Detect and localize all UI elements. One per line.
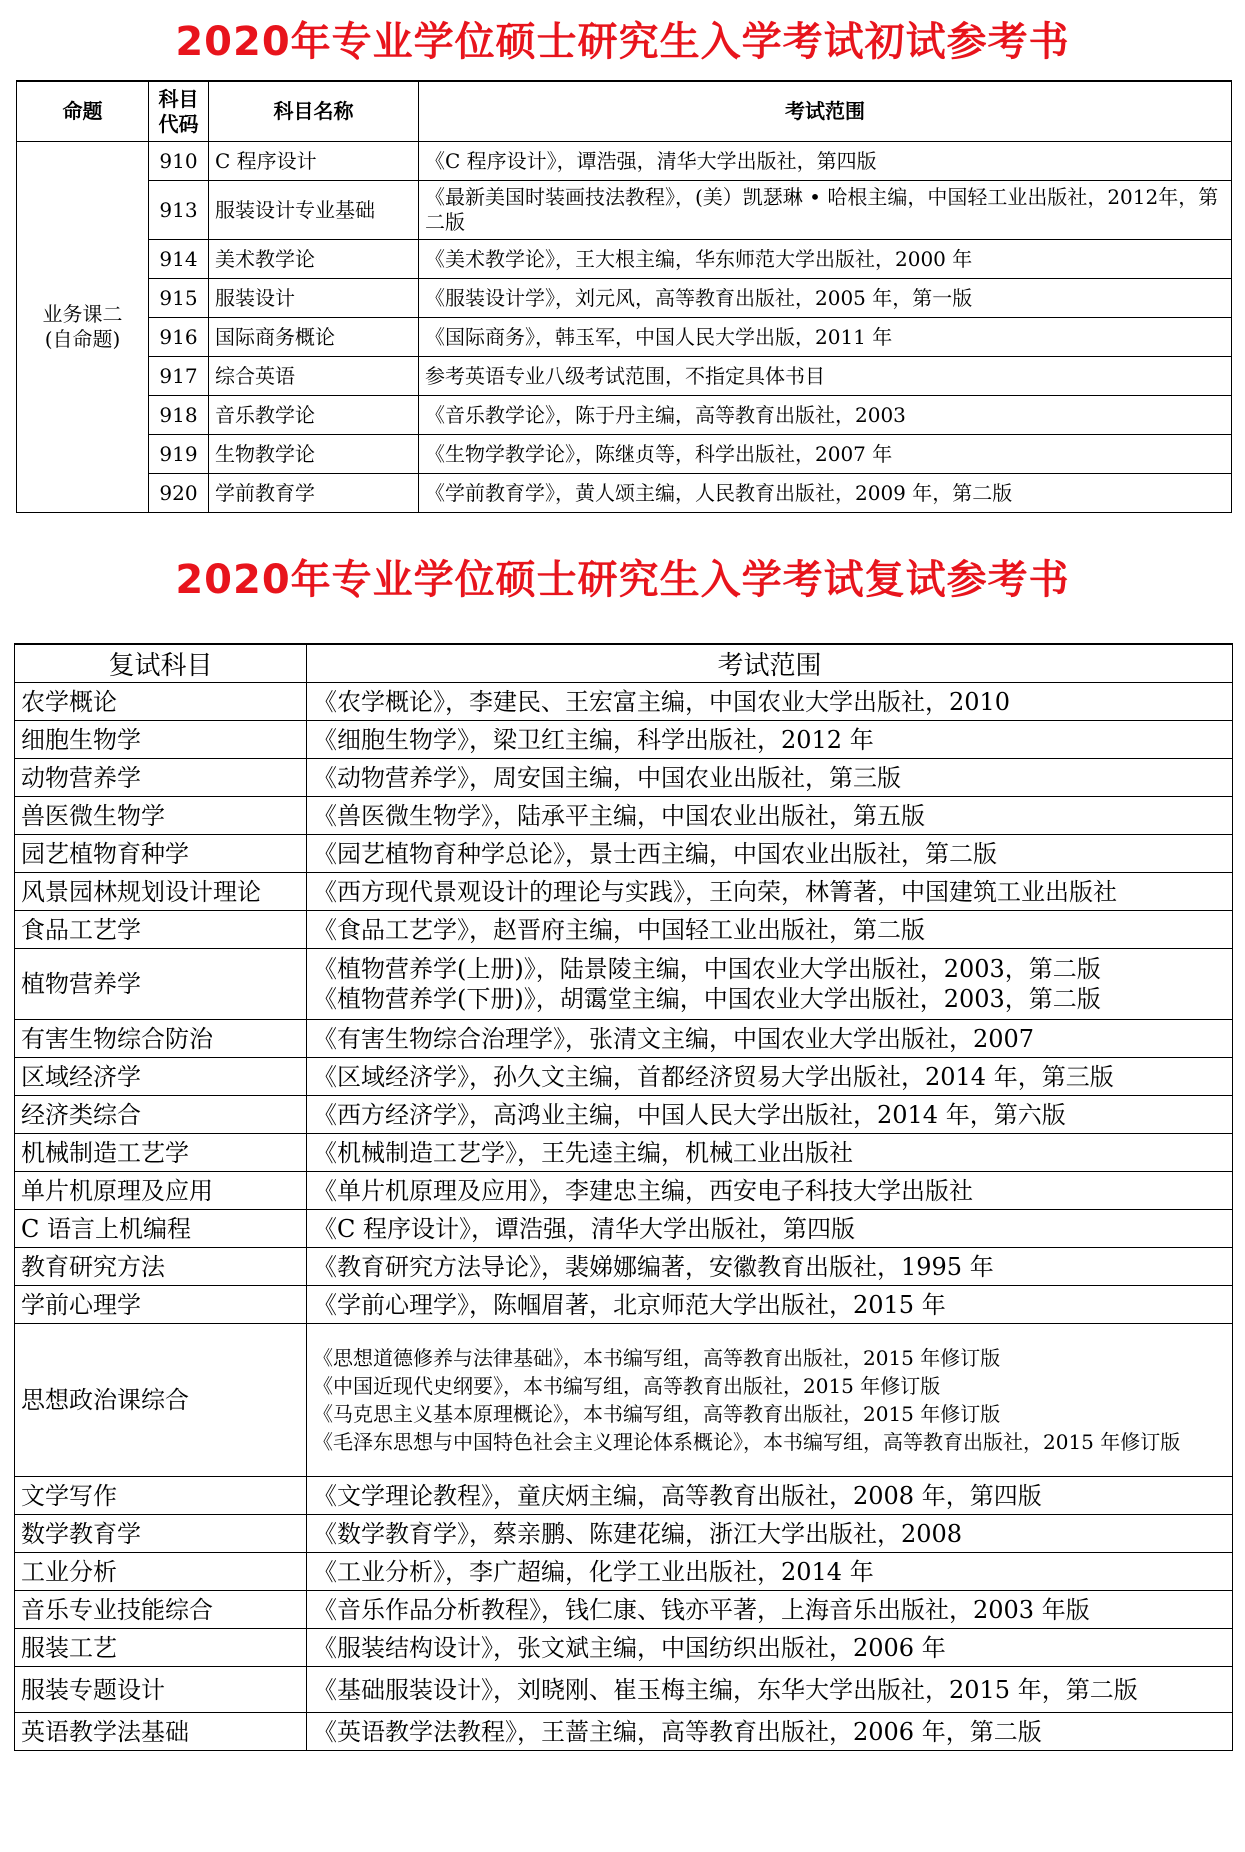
reexam-subject-cell: 兽医微生物学 [15, 797, 307, 835]
table-row [15, 1553, 1233, 1591]
reexam-subject-cell: 风景园林规划设计理论 [15, 873, 307, 911]
reference-book-line: 《基础服装设计》，刘晓刚、崔玉梅主编，东华大学出版社，2015 年，第二版 [313, 1675, 1138, 1704]
reexam-subject-cell: 单片机原理及应用 [15, 1172, 307, 1210]
reexam-subject-cell: 服装工艺 [15, 1629, 307, 1667]
table-row [17, 240, 1232, 279]
table-row [15, 1324, 1233, 1477]
exam-scope-cell [307, 949, 1233, 1020]
table-row [15, 1591, 1233, 1629]
header-reexam-subject: 复试科目 [15, 644, 307, 683]
table-row [15, 1020, 1233, 1058]
subject-name-cell: 服装设计 [209, 279, 419, 318]
page-title-second: 2020年专业学位硕士研究生入学考试复试参考书 [175, 557, 1070, 603]
subject-name-cell: C 程序设计 [209, 142, 419, 181]
reexam-subject-cell: 音乐专业技能综合 [15, 1591, 307, 1629]
exam-scope-cell: 《C 程序设计》，谭浩强，清华大学出版社，第四版 [419, 142, 1232, 181]
reexam-subject-cell: 细胞生物学 [15, 721, 307, 759]
reference-book-line: 《数学教育学》，蔡亲鹏、陈建花编，浙江大学出版社，2008 [313, 1519, 963, 1548]
exam-scope-cell [307, 1058, 1233, 1096]
reference-book-line: 《植物营养学(下册)》，胡霭堂主编，中国农业大学出版社，2003，第二版 [313, 985, 1101, 1013]
table-row [15, 1172, 1233, 1210]
table-row [15, 1515, 1233, 1553]
reexam-subject-cell: 食品工艺学 [15, 911, 307, 949]
page-title-first: 2020年专业学位硕士研究生入学考试初试参考书 [175, 19, 1070, 65]
table-header-row [15, 644, 1233, 683]
reexam-subject-cell: 机械制造工艺学 [15, 1134, 307, 1172]
table-row [17, 279, 1232, 318]
subject-code-cell: 917 [149, 357, 209, 396]
table-row [15, 835, 1233, 873]
exam-scope-cell [307, 1286, 1233, 1324]
exam-scope-cell [307, 1248, 1233, 1286]
reexam-subject-cell: 经济类综合 [15, 1096, 307, 1134]
reference-book-line: 《学前心理学》，陈帼眉著，北京师范大学出版社，2015 年 [313, 1290, 946, 1319]
exam-scope-cell [307, 1629, 1233, 1667]
table-row [15, 1477, 1233, 1515]
subject-code-cell: 915 [149, 279, 209, 318]
reference-book-line: 《植物营养学(上册)》，陆景陵主编，中国农业大学出版社，2003，第二版 [313, 955, 1101, 983]
table-row [15, 1096, 1233, 1134]
exam-scope-cell [307, 1713, 1233, 1751]
exam-scope-cell [307, 797, 1233, 835]
table-header-row [17, 81, 1232, 142]
reference-book-line: 《毛泽东思想与中国特色社会主义理论体系概论》，本书编写组，高等教育出版社，2015 年修订版 [313, 1430, 1181, 1454]
reexam-subject-cell: 英语教学法基础 [15, 1713, 307, 1751]
reexam-subject-cell: 文学写作 [15, 1477, 307, 1515]
subject-code-cell: 910 [149, 142, 209, 181]
exam-scope-cell [307, 1553, 1233, 1591]
proposition-label: (自命题) [44, 327, 121, 351]
table-row [15, 721, 1233, 759]
subject-name-cell: 美术教学论 [209, 240, 419, 279]
reference-book-line: 《西方经济学》，高鸿业主编，中国人民大学出版社，2014 年，第六版 [313, 1100, 1066, 1129]
reexam-subject-cell: 区域经济学 [15, 1058, 307, 1096]
exam-scope-cell [307, 1324, 1233, 1477]
subject-code-cell: 919 [149, 435, 209, 474]
exam-scope-cell: 《音乐教学论》，陈于丹主编，高等教育出版社，2003 [419, 396, 1232, 435]
reference-book-line: 《西方现代景观设计的理论与实践》，王向荣，林箐著，中国建筑工业出版社 [313, 877, 1117, 906]
reference-book-line: 《农学概论》，李建民、王宏富主编，中国农业大学出版社，2010 [313, 687, 1011, 716]
header-subject-name: 科目名称 [209, 81, 419, 142]
reference-book-line: 《食品工艺学》，赵晋府主编，中国轻工业出版社，第二版 [313, 915, 925, 944]
reference-book-line: 《文学理论教程》，童庆炳主编，高等教育出版社，2008 年，第四版 [313, 1481, 1042, 1510]
header-proposition: 命题 [17, 81, 149, 142]
exam-scope-cell: 《服装设计学》，刘元风，高等教育出版社，2005 年，第一版 [419, 279, 1232, 318]
exam-scope-cell [307, 721, 1233, 759]
exam-scope-cell: 《美术教学论》，王大根主编，华东师范大学出版社，2000 年 [419, 240, 1232, 279]
reexam-subject-cell: 动物营养学 [15, 759, 307, 797]
exam-scope-cell [307, 1172, 1233, 1210]
table-row [15, 1713, 1233, 1751]
subject-name-cell: 学前教育学 [209, 474, 419, 513]
reexam-table [14, 643, 1233, 1751]
reference-book-line: 《中国近现代史纲要》，本书编写组，高等教育出版社，2015 年修订版 [313, 1374, 941, 1398]
table-row [17, 435, 1232, 474]
exam-scope-cell: 《学前教育学》，黄人颂主编，人民教育出版社，2009 年，第二版 [419, 474, 1232, 513]
reference-book-line: 《细胞生物学》，梁卫红主编，科学出版社，2012 年 [313, 725, 874, 754]
table-row [15, 759, 1233, 797]
reference-book-line: 《有害生物综合治理学》，张清文主编，中国农业大学出版社，2007 [313, 1024, 1035, 1053]
reference-book-line: 《教育研究方法导论》，裴娣娜编著，安徽教育出版社，1995 年 [313, 1252, 994, 1281]
header-subject-code: 科目代码 [149, 81, 209, 142]
reexam-subject-cell: 园艺植物育种学 [15, 835, 307, 873]
subject-name-cell: 国际商务概论 [209, 318, 419, 357]
reexam-subject-cell: 学前心理学 [15, 1286, 307, 1324]
reference-book-line: 《区域经济学》，孙久文主编，首都经济贸易大学出版社，2014 年，第三版 [313, 1062, 1114, 1091]
exam-scope-cell [307, 911, 1233, 949]
table-row [17, 318, 1232, 357]
table-row [15, 1134, 1233, 1172]
table-row [17, 357, 1232, 396]
reference-book-line: 《音乐作品分析教程》，钱仁康、钱亦平著，上海音乐出版社，2003 年版 [313, 1595, 1090, 1624]
table-row [17, 474, 1232, 513]
table-row [15, 949, 1233, 1020]
exam-scope-cell: 《生物学教学论》，陈继贞等，科学出版社，2007 年 [419, 435, 1232, 474]
subject-name-cell: 生物教学论 [209, 435, 419, 474]
reference-book-line: 《园艺植物育种学总论》，景士西主编，中国农业出版社，第二版 [313, 839, 997, 868]
exam-scope-cell [307, 1096, 1233, 1134]
reference-book-line: 《马克思主义基本原理概论》，本书编写组，高等教育出版社，2015 年修订版 [313, 1402, 1001, 1426]
table-row [15, 1286, 1233, 1324]
table-row [15, 1210, 1233, 1248]
proposition-label: 业务课二 [42, 302, 123, 326]
reference-book-line: 《机械制造工艺学》，王先逵主编，机械工业出版社 [313, 1138, 853, 1167]
table-row [15, 1629, 1233, 1667]
table-row [15, 873, 1233, 911]
exam-scope-cell [307, 683, 1233, 721]
reexam-subject-cell: 植物营养学 [15, 949, 307, 1020]
reference-book-line: 《C 程序设计》，谭浩强，清华大学出版社，第四版 [313, 1214, 855, 1243]
exam-scope-cell [307, 1210, 1233, 1248]
exam-scope-cell [307, 1667, 1233, 1713]
table-row [17, 142, 1232, 181]
table-row [15, 683, 1233, 721]
reference-book-line: 《单片机原理及应用》，李建忠主编，西安电子科技大学出版社 [313, 1176, 973, 1205]
reference-book-line: 《思想道德修养与法律基础》，本书编写组，高等教育出版社，2015 年修订版 [313, 1346, 1001, 1370]
reexam-subject-cell: 教育研究方法 [15, 1248, 307, 1286]
subject-code-cell: 916 [149, 318, 209, 357]
exam-scope-cell [307, 873, 1233, 911]
reexam-subject-cell: 有害生物综合防治 [15, 1020, 307, 1058]
subject-name-cell: 服装设计专业基础 [209, 181, 419, 240]
reference-book-line: 《英语教学法教程》，王蔷主编，高等教育出版社，2006 年，第二版 [313, 1717, 1042, 1746]
subject-code-cell: 914 [149, 240, 209, 279]
reference-book-line: 《动物营养学》，周安国主编，中国农业出版社，第三版 [313, 763, 901, 792]
exam-scope-cell [307, 1134, 1233, 1172]
exam-scope-cell [307, 835, 1233, 873]
exam-scope-cell [307, 1515, 1233, 1553]
exam-scope-cell [307, 1591, 1233, 1629]
reexam-subject-cell: 农学概论 [15, 683, 307, 721]
exam-scope-cell: 《最新美国时装画技法教程》，(美）凯瑟琳 • 哈根主编，中国轻工业出版社，2012年，第二版 [419, 181, 1232, 240]
preliminary-exam-table [16, 80, 1232, 513]
exam-scope-cell [307, 1477, 1233, 1515]
table-row [15, 1667, 1233, 1713]
subject-code-cell: 913 [149, 181, 209, 240]
reference-book-line: 《工业分析》，李广超编，化学工业出版社，2014 年 [313, 1557, 874, 1586]
header-exam-scope: 考试范围 [419, 81, 1232, 142]
subject-code-cell: 920 [149, 474, 209, 513]
reexam-subject-cell: 思想政治课综合 [15, 1324, 307, 1477]
reference-book-line: 《服装结构设计》，张文斌主编，中国纺织出版社，2006 年 [313, 1633, 946, 1662]
reexam-subject-cell: 工业分析 [15, 1553, 307, 1591]
exam-scope-cell: 参考英语专业八级考试范围，不指定具体书目 [419, 357, 1232, 396]
table-row [15, 1058, 1233, 1096]
table-row [17, 181, 1232, 240]
table-row [15, 911, 1233, 949]
table-row [15, 1248, 1233, 1286]
reexam-subject-cell: C 语言上机编程 [15, 1210, 307, 1248]
exam-scope-cell [307, 759, 1233, 797]
reexam-subject-cell: 服装专题设计 [15, 1667, 307, 1713]
table-row [17, 396, 1232, 435]
exam-scope-cell [307, 1020, 1233, 1058]
proposition-group-cell [17, 142, 149, 513]
subject-code-cell: 918 [149, 396, 209, 435]
exam-scope-cell: 《国际商务》，韩玉军，中国人民大学出版，2011 年 [419, 318, 1232, 357]
table-row [15, 797, 1233, 835]
subject-name-cell: 音乐教学论 [209, 396, 419, 435]
reference-book-line: 《兽医微生物学》，陆承平主编，中国农业出版社，第五版 [313, 801, 925, 830]
header-exam-scope: 考试范围 [307, 644, 1233, 683]
reexam-subject-cell: 数学教育学 [15, 1515, 307, 1553]
subject-name-cell: 综合英语 [209, 357, 419, 396]
